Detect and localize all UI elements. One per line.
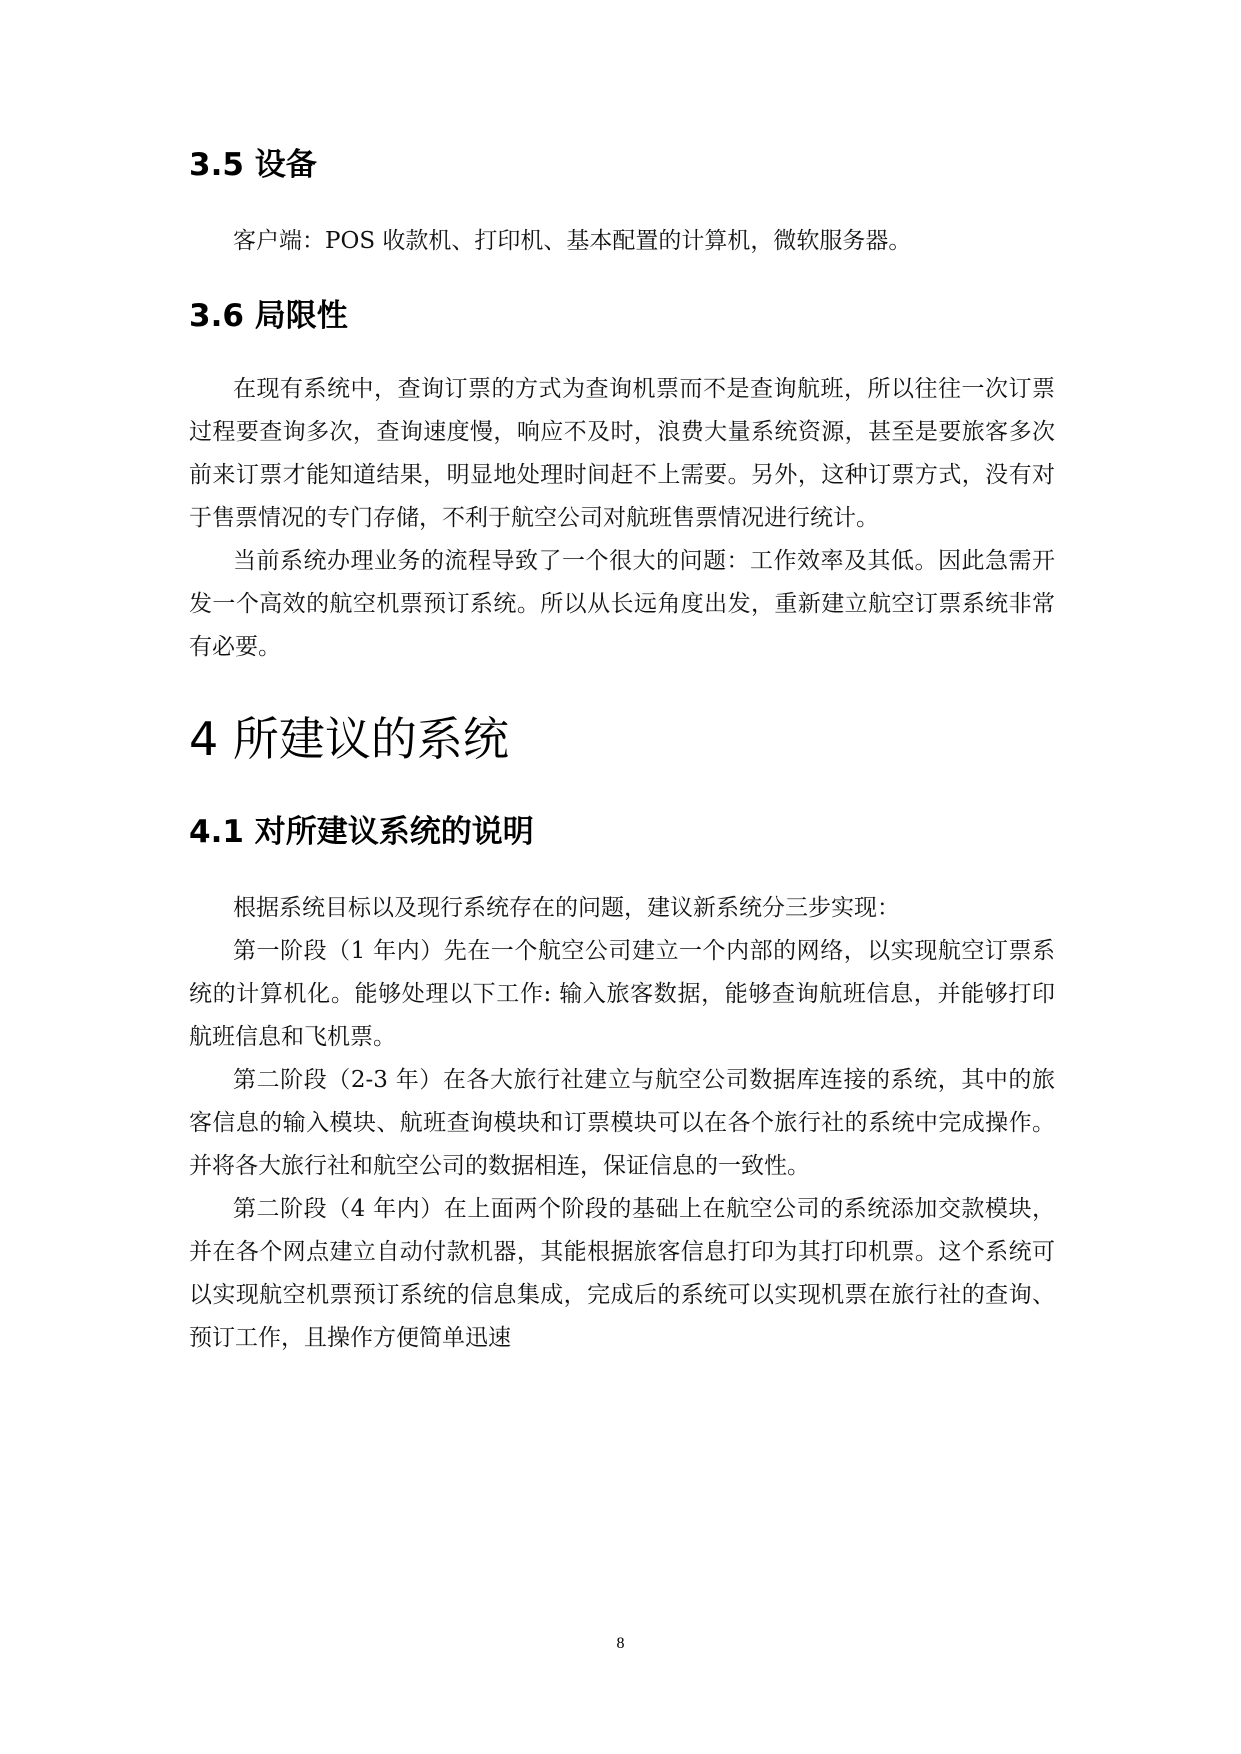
paragraph-phase-1: 第一阶段（1 年内）先在一个航空公司建立一个内部的网络，以实现航空订票系统的计算机化。能够处理以下工作: 输入旅客数据，能够查询航班信息，并能够打印航班信息和飞机票。 <box>189 938 1055 1050</box>
paragraph-limitations-2: 当前系统办理业务的流程导致了一个很大的问题：工作效率及其低。因此急需开发一个高效的航空机票预订系统。所以从长远角度出发，重新建立航空订票系统非常有必要。 <box>189 548 1055 660</box>
paragraph-proposal-intro: 根据系统目标以及现行系统存在的问题，建议新系统分三步实现： <box>233 895 900 921</box>
paragraph-phase-3: 第二阶段（4 年内）在上面两个阶段的基础上在航空公司的系统添加交款模块，并在各个网点建立自动付款机器，其能根据旅客信息打印为其打印机票。这个系统可以实现航空机票预订系统的信息集成，完成后的系统可以实现机票在旅行社的查询、预订工作，且操作方便简单迅速 <box>189 1196 1055 1351</box>
chapter-heading-4: 4 所建议的系统 <box>189 712 509 766</box>
section-heading-4-1: 4.1 对所建议系统的说明 <box>189 814 534 850</box>
section-heading-3-6: 3.6 局限性 <box>189 298 348 334</box>
paragraph-limitations-1: 在现有系统中，查询订票的方式为查询机票而不是查询航班，所以往往一次订票过程要查询多次，查询速度慢，响应不及时，浪费大量系统资源，甚至是要旅客多次前来订票才能知道结果，明显地处理时间赶不上需要。另外，这种订票方式，没有对于售票情况的专门存储，不利于航空公司对航班售票情况进行统计。 <box>189 376 1055 531</box>
page-number: 8 <box>616 1635 625 1652</box>
paragraph-equipment: 客户端：POS 收款机、打印机、基本配置的计算机，微软服务器。 <box>233 228 912 254</box>
section-heading-3-5: 3.5 设备 <box>189 147 317 183</box>
paragraph-phase-2: 第二阶段（2-3 年）在各大旅行社建立与航空公司数据库连接的系统，其中的旅客信息的输入模块、航班查询模块和订票模块可以在各个旅行社的系统中完成操作。并将各大旅行社和航空公司的数据相连，保证信息的一致性。 <box>189 1067 1055 1179</box>
